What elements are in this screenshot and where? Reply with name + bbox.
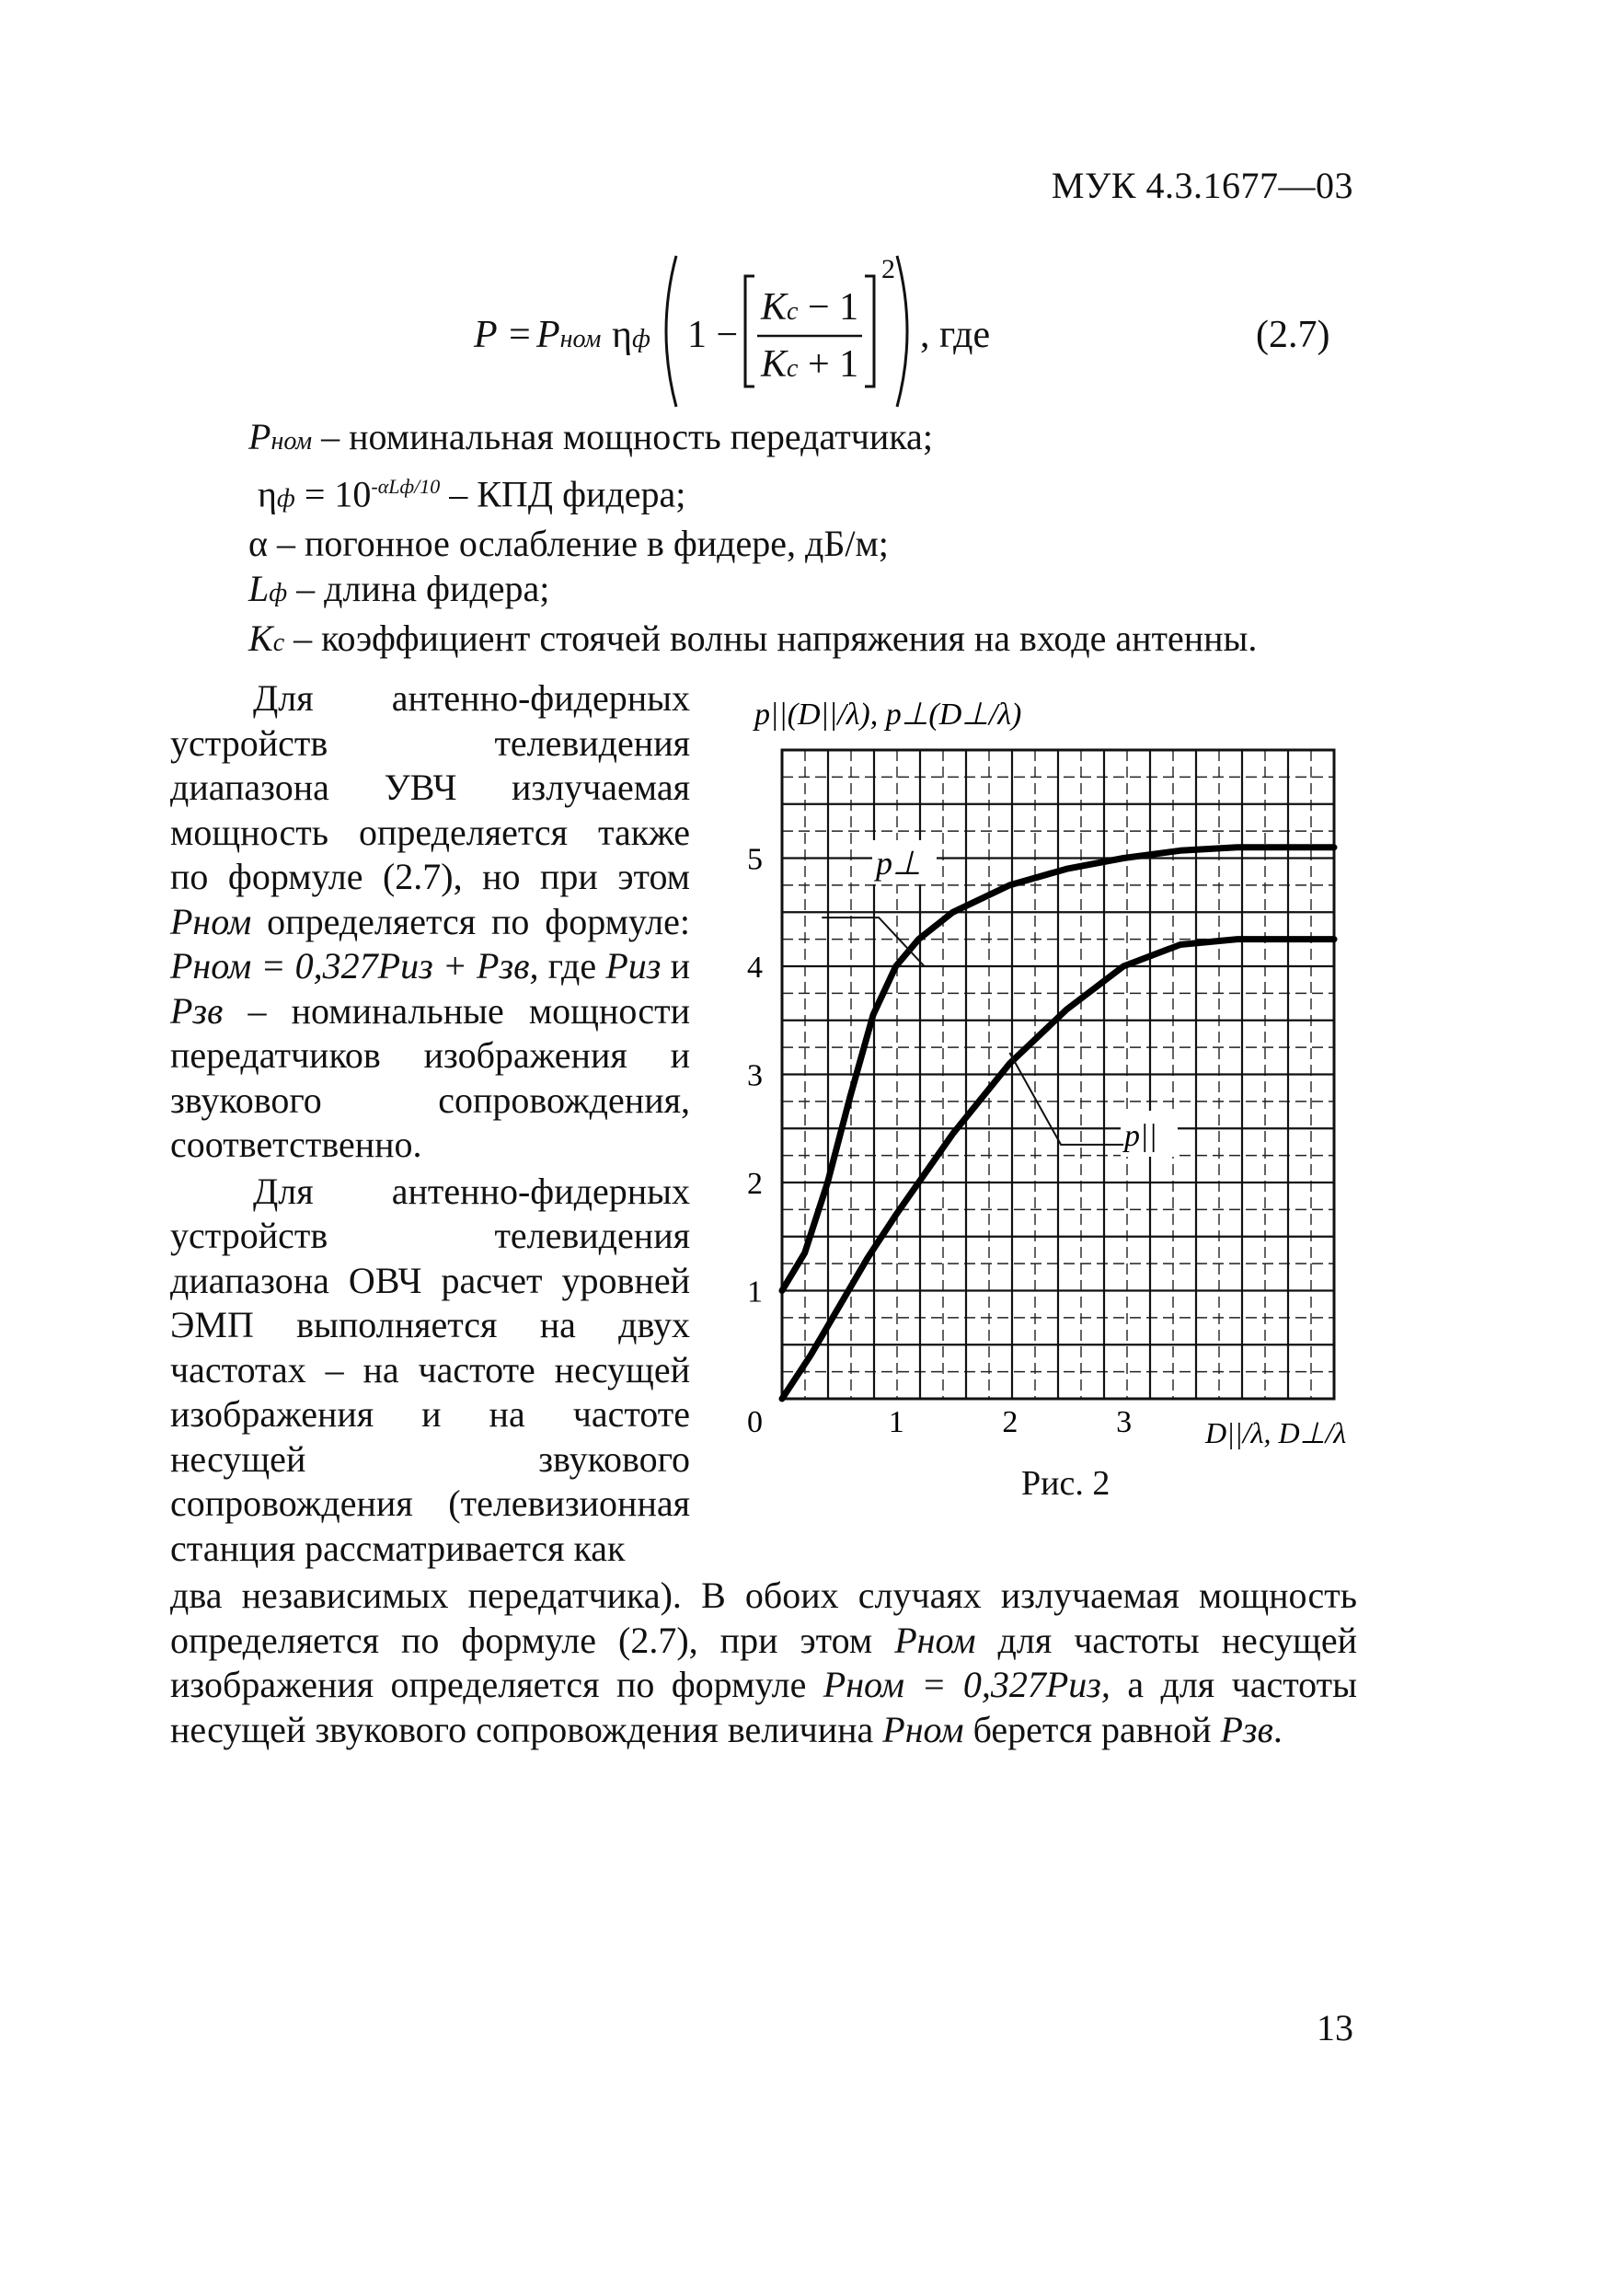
paragraph-uvch: Для антенно-фидерных устройств телевидения диапазона УВЧ излучаемая мощность определяется также по формуле (2.7), но при этом Pном определяется по формуле: Pном = 0,327Pиз + Pзв, где Pиз и Pзв – номинальные мощности передатчиков изображения и звукового сопровождения, соответственно. bbox=[170, 677, 690, 1165]
formula-number: (2.7) bbox=[1256, 314, 1330, 356]
x-tick-label: 3 bbox=[1116, 1405, 1133, 1439]
bottom-paragraph bbox=[170, 1574, 1357, 1752]
label-p-perp: p⊥ bbox=[876, 845, 922, 882]
definition-p-nom: Pном – номинальная мощность передатчика; bbox=[248, 416, 933, 457]
y-tick-label: 1 bbox=[747, 1275, 763, 1310]
formula-2-7 bbox=[474, 248, 1357, 414]
formula-eta: ηф bbox=[612, 314, 650, 356]
x-tick-label: 1 bbox=[888, 1405, 904, 1439]
chart-p-vs-d bbox=[736, 686, 1435, 1514]
label-p-par: p|| bbox=[1124, 1119, 1157, 1153]
document-code: МУК 4.3.1677—03 bbox=[1051, 165, 1353, 206]
left-column-text bbox=[170, 676, 690, 1571]
formula-one-minus: 1 − bbox=[687, 314, 739, 356]
definition-l: Lф – длина фидера; bbox=[248, 568, 550, 610]
paragraph-continuation: два независимых передатчика). В обоих случаях излучаемая мощность определяется по формуле (2.7), при этом Pном для частоты несущей изображения определяется по формуле Pном = 0,327Pиз, а для частоты несущей звукового сопровождения величина Pном берется равной Pзв. bbox=[170, 1575, 1358, 1750]
formula-p-nom: Pном bbox=[536, 314, 602, 356]
x-tick-label: 2 bbox=[1002, 1405, 1018, 1439]
x-axis-label: D||/λ, D⊥/λ bbox=[1205, 1416, 1347, 1449]
formula-lhs: P = bbox=[474, 314, 533, 356]
definition-k: Kс – коэффициент стоячей волны напряжения на входе антенны. bbox=[248, 617, 1258, 660]
page-number: 13 bbox=[1317, 2007, 1353, 2048]
figure-caption: Рис. 2 bbox=[1021, 1464, 1110, 1503]
paragraph-ovch: Для антенно-фидерных устройств телевидения диапазона ОВЧ расчет уровней ЭМП выполняется на двух частотах – на частоте несущей изображения и на частоте несущей звукового сопровождения (телевизионная станция рассматривается как bbox=[170, 1170, 690, 1569]
y-axis-label: p||(D||/λ), p⊥(D⊥/λ) bbox=[754, 698, 1022, 732]
definition-eta: $\eta ф = 10^{-\alpha Lф/10}$ – КПД фидера; bbox=[258, 473, 686, 515]
formula-definitions bbox=[248, 414, 1257, 665]
y-tick-label: 4 bbox=[747, 951, 763, 985]
formula-power: 2 bbox=[881, 254, 895, 284]
y-tick-label: 2 bbox=[747, 1167, 763, 1201]
definition-alpha: α – погонное ослабление в фидере, дБ/м; bbox=[248, 523, 889, 565]
tick-label-origin: 0 bbox=[747, 1405, 763, 1439]
formula-numerator: Kс − 1 bbox=[761, 286, 859, 329]
leader-p-par bbox=[1009, 1053, 1123, 1145]
y-tick-label: 5 bbox=[747, 842, 763, 877]
y-tick-label: 3 bbox=[747, 1058, 763, 1093]
formula-where: , где bbox=[920, 314, 991, 356]
formula-denominator: Kс + 1 bbox=[761, 343, 859, 386]
